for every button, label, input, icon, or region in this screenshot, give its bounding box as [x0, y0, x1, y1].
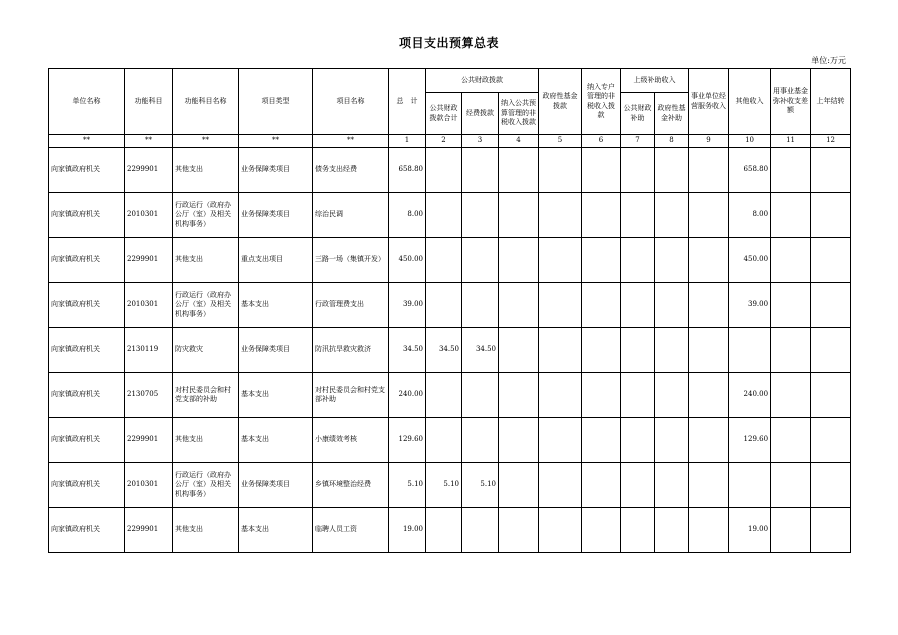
table-cell: 业务保障类项目: [239, 463, 313, 508]
table-cell: 450.00: [389, 238, 426, 283]
table-cell: 2130705: [125, 373, 173, 418]
index-cell: 10: [729, 135, 771, 148]
table-cell: [426, 193, 462, 238]
table-cell: 19.00: [389, 508, 426, 553]
table-cell: 2299901: [125, 508, 173, 553]
index-cell: 3: [462, 135, 499, 148]
table-cell: [426, 373, 462, 418]
table-cell: 2299901: [125, 418, 173, 463]
table-cell: 129.60: [389, 418, 426, 463]
table-cell: [499, 463, 539, 508]
table-cell: [729, 463, 771, 508]
table-cell: [539, 418, 582, 463]
table-cell: [426, 148, 462, 193]
index-cell: 12: [811, 135, 851, 148]
table-cell: [655, 373, 689, 418]
table-cell: [462, 238, 499, 283]
table-cell: [655, 238, 689, 283]
index-cell: 2: [426, 135, 462, 148]
table-cell: [462, 373, 499, 418]
table-cell: [499, 373, 539, 418]
table-cell: [539, 373, 582, 418]
table-cell: [771, 328, 811, 373]
table-cell: [689, 148, 729, 193]
table-cell: [621, 193, 655, 238]
table-cell: 向家镇政府机关: [49, 463, 125, 508]
table-cell: [811, 283, 851, 328]
header-unit-name: 单位名称: [49, 69, 125, 135]
table-cell: 34.50: [426, 328, 462, 373]
table-cell: 5.10: [389, 463, 426, 508]
table-cell: [582, 328, 621, 373]
table-cell: 业务保障类项目: [239, 148, 313, 193]
header-project-name: 项目名称: [313, 69, 389, 135]
table-cell: [582, 148, 621, 193]
table-cell: 业务保障类项目: [239, 328, 313, 373]
header-superior-subsidy: 上级补助收入: [621, 69, 689, 93]
table-cell: 240.00: [729, 373, 771, 418]
table-cell: [771, 238, 811, 283]
index-cell: **: [49, 135, 125, 148]
table-cell: [689, 283, 729, 328]
index-cell: **: [125, 135, 173, 148]
table-cell: 对村民委员会和村党支部补助: [313, 373, 389, 418]
table-cell: 行政运行（政府办公厅（室）及相关机构事务）: [173, 193, 239, 238]
table-cell: 450.00: [729, 238, 771, 283]
index-cell: **: [239, 135, 313, 148]
table-cell: 2299901: [125, 148, 173, 193]
table-cell: [499, 283, 539, 328]
table-cell: [811, 238, 851, 283]
index-cell: 11: [771, 135, 811, 148]
table-cell: [621, 283, 655, 328]
table-cell: [426, 283, 462, 328]
table-cell: [582, 373, 621, 418]
table-cell: 8.00: [389, 193, 426, 238]
table-cell: 防灾救灾: [173, 328, 239, 373]
table-cell: 向家镇政府机关: [49, 193, 125, 238]
table-cell: [462, 283, 499, 328]
table-cell: [462, 418, 499, 463]
budget-table: [48, 68, 851, 553]
table-cell: [771, 373, 811, 418]
table-cell: [462, 193, 499, 238]
table-cell: 5.10: [426, 463, 462, 508]
table-cell: [582, 238, 621, 283]
header-func-name: 功能科目名称: [173, 69, 239, 135]
table-cell: 三路一场（集镇开发）: [313, 238, 389, 283]
table-cell: 2299901: [125, 238, 173, 283]
table-cell: [582, 418, 621, 463]
unit-label: 单位:万元: [811, 56, 846, 65]
table-cell: 行政运行（政府办公厅（室）及相关机构事务）: [173, 463, 239, 508]
table-cell: [499, 418, 539, 463]
table-cell: 34.50: [389, 328, 426, 373]
table-cell: 8.00: [729, 193, 771, 238]
table-cell: [621, 463, 655, 508]
table-cell: [539, 193, 582, 238]
table-cell: 2010301: [125, 463, 173, 508]
table-cell: 658.80: [729, 148, 771, 193]
table-cell: [462, 148, 499, 193]
table-cell: 综治民调: [313, 193, 389, 238]
table-cell: [811, 508, 851, 553]
header-sup-public: 公共财政补助: [621, 93, 655, 135]
table-cell: [621, 328, 655, 373]
table-cell: [582, 463, 621, 508]
header-gov-fund: 政府性基金拨款: [539, 69, 582, 135]
table-cell: [539, 283, 582, 328]
table-cell: [655, 508, 689, 553]
index-cell: **: [313, 135, 389, 148]
index-cell: **: [173, 135, 239, 148]
table-cell: [811, 328, 851, 373]
header-row-1: [49, 69, 851, 93]
table-cell: [689, 418, 729, 463]
table-cell: 临聘人员工资: [313, 508, 389, 553]
table-cell: 对村民委员会和村党支部的补助: [173, 373, 239, 418]
table-cell: [771, 508, 811, 553]
index-cell: 6: [582, 135, 621, 148]
table-cell: 防汛抗旱救灾救济: [313, 328, 389, 373]
table-cell: [499, 508, 539, 553]
table-cell: 其他支出: [173, 148, 239, 193]
header-func-code: 功能科目: [125, 69, 173, 135]
index-cell: 4: [499, 135, 539, 148]
table-cell: [811, 463, 851, 508]
table-cell: 基本支出: [239, 283, 313, 328]
table-cell: 2010301: [125, 193, 173, 238]
index-cell: 9: [689, 135, 729, 148]
table-cell: 行政运行（政府办公厅（室）及相关机构事务）: [173, 283, 239, 328]
table-cell: [621, 238, 655, 283]
table-cell: [499, 238, 539, 283]
table-cell: [655, 193, 689, 238]
table-cell: [426, 508, 462, 553]
header-public-finance: 公共财政拨款: [426, 69, 539, 93]
header-pf-total: 公共财政拨款合计: [426, 93, 462, 135]
table-cell: 240.00: [389, 373, 426, 418]
table-cell: 2010301: [125, 283, 173, 328]
table-cell: [771, 193, 811, 238]
table-row: [49, 373, 851, 418]
table-cell: 基本支出: [239, 508, 313, 553]
table-cell: [539, 328, 582, 373]
table-cell: [621, 373, 655, 418]
header-sup-fund: 政府性基金补助: [655, 93, 689, 135]
table-cell: 2130119: [125, 328, 173, 373]
table-cell: [655, 328, 689, 373]
table-cell: [655, 463, 689, 508]
table-row: [49, 418, 851, 463]
table-cell: [689, 238, 729, 283]
table-cell: [689, 508, 729, 553]
index-cell: 8: [655, 135, 689, 148]
table-cell: 基本支出: [239, 418, 313, 463]
table-cell: [462, 508, 499, 553]
table-cell: 基本支出: [239, 373, 313, 418]
table-row: [49, 463, 851, 508]
table-cell: 向家镇政府机关: [49, 508, 125, 553]
table-cell: [811, 373, 851, 418]
header-total: 总 计: [389, 69, 426, 135]
table-cell: [811, 148, 851, 193]
table-cell: 向家镇政府机关: [49, 283, 125, 328]
table-cell: [689, 463, 729, 508]
table-cell: [426, 238, 462, 283]
header-project-type: 项目类型: [239, 69, 313, 135]
table-cell: 其他支出: [173, 238, 239, 283]
table-cell: 39.00: [389, 283, 426, 328]
table-cell: 129.60: [729, 418, 771, 463]
table-cell: [621, 148, 655, 193]
header-reserve-fund: 用事业基金弥补收支差额: [771, 69, 811, 135]
table-row: [49, 508, 851, 553]
table-cell: [499, 148, 539, 193]
table-cell: [582, 508, 621, 553]
header-pf-expense: 经费拨款: [462, 93, 499, 135]
table-cell: [811, 193, 851, 238]
table-cell: [771, 418, 811, 463]
table-row: [49, 148, 851, 193]
table-cell: [655, 148, 689, 193]
table-cell: 向家镇政府机关: [49, 418, 125, 463]
table-cell: 乡镇环境整治经费: [313, 463, 389, 508]
table-cell: [499, 193, 539, 238]
index-cell: 5: [539, 135, 582, 148]
header-pf-nontax: 纳入公共预算管理的非税收入拨款: [499, 93, 539, 135]
header-carryover: 上年结转: [811, 69, 851, 135]
table-cell: [771, 463, 811, 508]
table-cell: 39.00: [729, 283, 771, 328]
table-cell: [539, 238, 582, 283]
table-cell: 向家镇政府机关: [49, 328, 125, 373]
index-row: [49, 135, 851, 148]
table-cell: [539, 508, 582, 553]
table-cell: [582, 283, 621, 328]
table-cell: 向家镇政府机关: [49, 373, 125, 418]
table-cell: [689, 193, 729, 238]
table-cell: 其他支出: [173, 508, 239, 553]
table-row: [49, 193, 851, 238]
table-cell: 658.80: [389, 148, 426, 193]
table-cell: 向家镇政府机关: [49, 238, 125, 283]
table-cell: [771, 283, 811, 328]
table-cell: [621, 508, 655, 553]
table-cell: [539, 463, 582, 508]
table-cell: 19.00: [729, 508, 771, 553]
header-special-nontax: 纳入专户管理的非税收入拨款: [582, 69, 621, 135]
table-cell: 重点支出项目: [239, 238, 313, 283]
page-title: 项目支出预算总表: [398, 36, 499, 50]
table-cell: 其他支出: [173, 418, 239, 463]
table-cell: 行政管理费支出: [313, 283, 389, 328]
table-cell: [499, 328, 539, 373]
table-cell: [655, 283, 689, 328]
table-cell: [621, 418, 655, 463]
table-cell: [655, 418, 689, 463]
table-cell: 向家镇政府机关: [49, 148, 125, 193]
index-cell: 7: [621, 135, 655, 148]
table-row: [49, 238, 851, 283]
table-row: [49, 328, 851, 373]
table-cell: [811, 418, 851, 463]
table-row: [49, 283, 851, 328]
table-cell: [539, 148, 582, 193]
table-body: [49, 148, 851, 553]
table-cell: [729, 328, 771, 373]
table-cell: [771, 148, 811, 193]
table-cell: 业务保障类项目: [239, 193, 313, 238]
table-cell: 5.10: [462, 463, 499, 508]
table-cell: [582, 193, 621, 238]
table-cell: 34.50: [462, 328, 499, 373]
header-other-income: 其他收入: [729, 69, 771, 135]
index-cell: 1: [389, 135, 426, 148]
table-cell: [689, 328, 729, 373]
table-cell: [426, 418, 462, 463]
table-cell: 债务支出经费: [313, 148, 389, 193]
table-cell: 小康绩效考核: [313, 418, 389, 463]
header-business-income: 事业单位经营服务收入: [689, 69, 729, 135]
table-cell: [689, 373, 729, 418]
